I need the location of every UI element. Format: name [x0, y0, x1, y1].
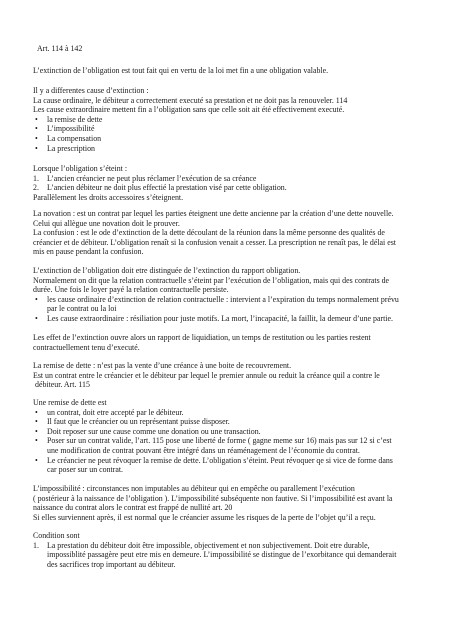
text-line: naissance du contrat alors le contrat est frappé de nullité art. 20	[33, 503, 233, 513]
list-item: • Le créancier ne peut révoquer la remise de dette. L’obligation s’éteint. Peut révoquer qe si vice de forme dans car poser sur un contrat.	[35, 455, 393, 475]
list-item: 1. L’ancien créancier ne peut plus réclamer l’exécution de sa créance	[33, 173, 257, 183]
text-line: La remise de dette : n’est pas la vente d’une créance à une boite de recouvrement.	[33, 361, 292, 370]
causes-list	[33, 115, 445, 153]
eteint-lead: Lorsque l’obligation s’éteint :	[33, 164, 128, 173]
eteint-section	[33, 164, 445, 202]
text-line: La confusion : est le ode d’extinction de la dette découlant de la réunion dans la même personne des qualités de	[33, 228, 385, 238]
text-line: contractuellement tenu d’executé.	[33, 342, 140, 352]
rapport-section	[33, 266, 445, 324]
list-item: 2. L’ancien débiteur ne doit plus effectié la prestation visé par cette obligation.	[33, 183, 287, 193]
effets-section	[33, 333, 445, 352]
list-item: • un contrat, doit etre accepté par le débiteur.	[35, 407, 184, 417]
remise-lead: Une remise de dette est	[33, 398, 107, 407]
remise-list	[33, 408, 445, 475]
remise-definition-section	[33, 361, 445, 390]
bullet-icon: •	[35, 313, 38, 323]
condition-section	[33, 531, 445, 569]
bullet-icon: •	[35, 114, 38, 124]
causes-lead: Il y a differentes cause d’extinction :	[33, 86, 149, 95]
list-item: • Doit reposer sur une cause comme une donation ou une transaction.	[35, 426, 261, 436]
list-item: • les cause ordinaire d’extinction de relation contractuelle : intervient a l’expiration du temps normalement prévu par le contrat ou la loi	[35, 294, 399, 314]
text-line: Est un contrat entre le créancier et le débiteur par lequel le premier annule ou reduit la créance quil a contre le	[33, 370, 380, 380]
novation-section	[33, 209, 445, 257]
causes-ordinary: La cause ordinaire, le débiteur a correctement executé sa prestation et ne doit pas la renouveler. 114	[33, 95, 348, 105]
bullet-icon: •	[35, 143, 38, 153]
bullet-icon: •	[35, 436, 38, 446]
text-line: créancier et de débiteur. L’obligation renaît si la confusion venait a cesser. La prescription ne renaît pas, le délai est	[33, 237, 396, 247]
text-line: Si elles surviennent après, il est normal que le créancier assume les risques de la perte de l’objet qu’il a reçu.	[33, 512, 376, 522]
list-item: 1. La prestation du débiteur doit être impossible, objectivement et non subjectivement. Doit etre durable, impossiblité passagère peut etre mis en demeure. L’impossibilité se distingue de l’exorbitance qui demanderait des sacrifices trop important au débiteur.	[33, 540, 397, 569]
list-item: • la remise de dette	[35, 114, 103, 124]
causes-section	[33, 86, 445, 153]
list-item: • L’impossibilité	[35, 124, 95, 134]
text-line: ( postérieur à la naissance de l’obligation ). L’impossibilité subséquente non fautive. Si l’impossibilité est avant la	[33, 493, 393, 503]
bullet-icon: •	[35, 124, 38, 134]
list-item: • Les cause extraordinaire : résiliation pour juste motifs. La mort, l’incapacité, la faillit, la demeur d’une partie.	[35, 313, 393, 323]
text-line: La novation : est un contrat par lequel les parties éteignent une dette ancienne par la création d’une dette nouvelle.	[33, 209, 394, 218]
text-line: Les effet de l’extinction ouvre alors un rapport de liquidiation, un temps de restitution ou les parties restent	[33, 333, 371, 342]
article-header: Art. 114 à 142	[37, 44, 83, 53]
bullet-icon: •	[35, 455, 38, 465]
list-item: • Il faut que le créancier ou un représentant puisse disposer.	[35, 417, 230, 427]
text-line: durée. Une fois le loyer payé la relation contractuelle persiste.	[33, 285, 229, 295]
bullet-icon: •	[35, 133, 38, 143]
text-line: L’extinction de l’obligation doit etre distinguée de l’extinction du rapport obligation.	[33, 266, 301, 275]
bullet-icon: •	[35, 426, 38, 436]
eteint-tail: Parallèlement les droits accessoires s’éteignent.	[33, 192, 184, 202]
intro-paragraph: L’extinction de l’obligation est tout fait qui en vertu de la loi met fin a une obligation valable.	[33, 66, 329, 75]
text-line: Normalement on dit que la relation contractuelle s’éteint par l’exécution de l’obligation, mais qui des contrats de	[33, 275, 390, 285]
list-item: • Poser sur un contrat valide, l’art. 115 pose une liberté de forme ( gagne meme sur 16) mais pas sur 12 si c’est une modification de contrat pouvant être intégré dans un réaménagement de l’économie du contrat.	[35, 436, 392, 455]
impossibilite-section	[33, 484, 445, 522]
bullet-icon: •	[35, 294, 38, 304]
eteint-list	[33, 174, 445, 193]
list-item: • La compensation	[35, 133, 102, 143]
rapport-list	[33, 295, 445, 324]
causes-extraordinary: Les cause extraordinaire mettent fin a l’obligation sans que celle soit ait été effectivement executé.	[33, 105, 345, 115]
text-line: Celui qui allègue une novation doit le prouver.	[33, 218, 180, 228]
list-item: • La prescription	[35, 143, 95, 153]
bullet-icon: •	[35, 417, 38, 427]
text-line: mis en pause pendant la confusion.	[33, 247, 144, 257]
condition-lead: Condition sont	[33, 531, 80, 540]
condition-list	[33, 541, 445, 570]
text-line: débiteur. Art. 115	[35, 380, 90, 390]
intro-block	[33, 66, 445, 76]
article-header-block	[33, 44, 445, 54]
text-line: L’impossibilité : circonstances non imputables au débiteur qui en empêche ou parallement l’exécution	[33, 484, 355, 493]
remise-conditions-section	[33, 398, 445, 475]
bullet-icon: •	[35, 407, 38, 417]
